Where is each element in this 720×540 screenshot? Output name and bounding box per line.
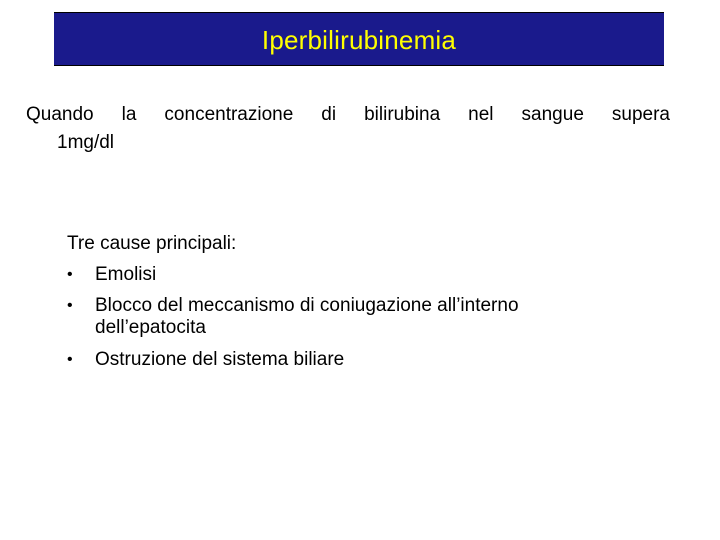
causes-list	[67, 259, 667, 375]
intro-paragraph	[26, 101, 670, 157]
cause-text: Ostruzione del sistema biliare	[95, 349, 345, 370]
slide-title: Iperbilirubinemia	[261, 25, 457, 55]
bullet-icon: •	[67, 266, 73, 283]
list-item	[67, 290, 667, 339]
cause-text: Emolisi	[95, 264, 157, 285]
intro-line-2: 1mg/dl	[57, 132, 115, 153]
bullet-icon: •	[67, 297, 73, 314]
list-item	[67, 259, 667, 290]
title-bar	[54, 12, 664, 66]
cause-text-wrapper	[95, 290, 667, 339]
intro-line-1: Quando la concentrazione di bilirubina nel sangue supera	[26, 104, 670, 125]
causes-section	[67, 228, 667, 375]
cause-text-continuation: dell’epatocita	[95, 317, 206, 338]
list-item	[67, 344, 667, 375]
causes-heading: Tre cause principali:	[67, 233, 237, 254]
cause-text: Blocco del meccanismo di coniugazione all’interno	[95, 295, 519, 316]
bullet-icon: •	[67, 351, 73, 368]
